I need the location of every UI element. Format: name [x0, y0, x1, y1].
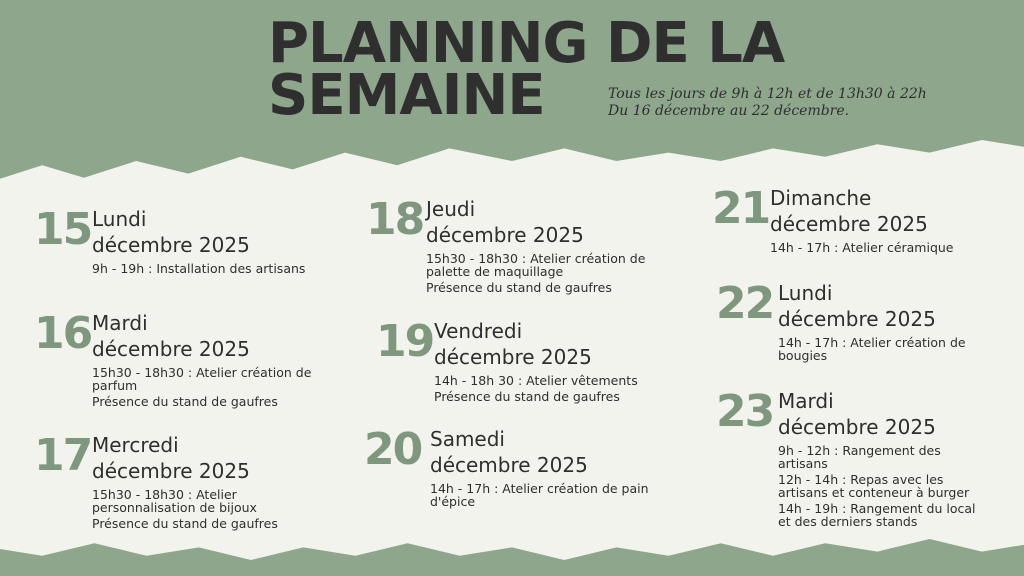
- day-heading: [426, 196, 584, 248]
- day-heading: [92, 310, 250, 362]
- day-month: décembre 2025: [92, 337, 250, 361]
- day-weekday: Lundi: [778, 281, 833, 305]
- event-item: 14h - 19h : Rangement du local et des derniers stands: [778, 501, 976, 529]
- day-number: 15: [34, 204, 92, 255]
- event-item: 14h - 18h 30 : Atelier vêtements: [434, 373, 638, 388]
- day-number: 18: [366, 194, 424, 245]
- day-month: décembre 2025: [434, 345, 592, 369]
- day-weekday: Mercredi: [92, 433, 179, 457]
- subtitle-dates: Du 16 décembre au 22 décembre.: [608, 103, 850, 119]
- day-weekday: Dimanche: [770, 186, 872, 210]
- day-weekday: Mardi: [778, 389, 834, 413]
- schedule-subtitle: [608, 86, 927, 120]
- day-events: [778, 444, 983, 531]
- event-item: 15h30 - 18h30 : Atelier création de parfum: [92, 365, 312, 393]
- day-heading: [92, 206, 250, 258]
- event-item: 14h - 17h : Atelier céramique: [770, 240, 954, 255]
- subtitle-hours: Tous les jours de 9h à 12h et de 13h30 à 22h: [608, 86, 927, 102]
- day-events: [770, 241, 1000, 257]
- event-item: Présence du stand de gaufres: [434, 389, 620, 404]
- event-item: Présence du stand de gaufres: [92, 516, 278, 531]
- event-item: 9h - 12h : Rangement des artisans: [778, 443, 941, 471]
- day-heading: [430, 426, 588, 478]
- day-events: [434, 374, 674, 406]
- day-number: 19: [376, 316, 434, 367]
- day-weekday: Samedi: [430, 427, 505, 451]
- day-events: [778, 336, 993, 365]
- day-month: décembre 2025: [92, 233, 250, 257]
- day-events: [430, 482, 670, 511]
- day-month: décembre 2025: [770, 212, 928, 236]
- day-number: 23: [716, 386, 774, 437]
- event-item: 15h30 - 18h30 : Atelier création de palette de maquillage: [426, 251, 646, 279]
- day-heading: [92, 432, 250, 484]
- day-weekday: Vendredi: [434, 319, 523, 343]
- day-number: 16: [34, 308, 92, 359]
- day-heading: [778, 388, 936, 440]
- event-item: Présence du stand de gaufres: [92, 394, 278, 409]
- title-line-1: PLANNING DE LA: [268, 11, 785, 76]
- day-weekday: Jeudi: [426, 197, 476, 221]
- day-weekday: Lundi: [92, 207, 147, 231]
- day-number: 22: [716, 278, 774, 329]
- title-line-2: SEMAINE: [268, 63, 545, 128]
- day-month: décembre 2025: [426, 223, 584, 247]
- event-item: 14h - 17h : Atelier création de pain d'épice: [430, 481, 649, 509]
- day-month: décembre 2025: [778, 415, 936, 439]
- event-item: 9h - 19h : Installation des artisans: [92, 261, 306, 276]
- day-events: [92, 262, 337, 278]
- event-item: 14h - 17h : Atelier création de bougies: [778, 335, 966, 363]
- day-events: [92, 488, 317, 533]
- day-heading: [770, 185, 928, 237]
- day-heading: [778, 280, 936, 332]
- day-events: [426, 252, 671, 297]
- day-number: 17: [34, 430, 92, 481]
- day-number: 21: [712, 183, 770, 234]
- day-events: [92, 366, 332, 411]
- day-month: décembre 2025: [430, 453, 588, 477]
- day-number: 20: [364, 424, 422, 475]
- day-heading: [434, 318, 592, 370]
- event-item: Présence du stand de gaufres: [426, 280, 612, 295]
- day-month: décembre 2025: [92, 459, 250, 483]
- day-weekday: Mardi: [92, 311, 148, 335]
- event-item: 15h30 - 18h30 : Atelier personnalisation de bijoux: [92, 487, 257, 515]
- day-month: décembre 2025: [778, 307, 936, 331]
- event-item: 12h - 14h : Repas avec les artisans et conteneur à burger: [778, 472, 970, 500]
